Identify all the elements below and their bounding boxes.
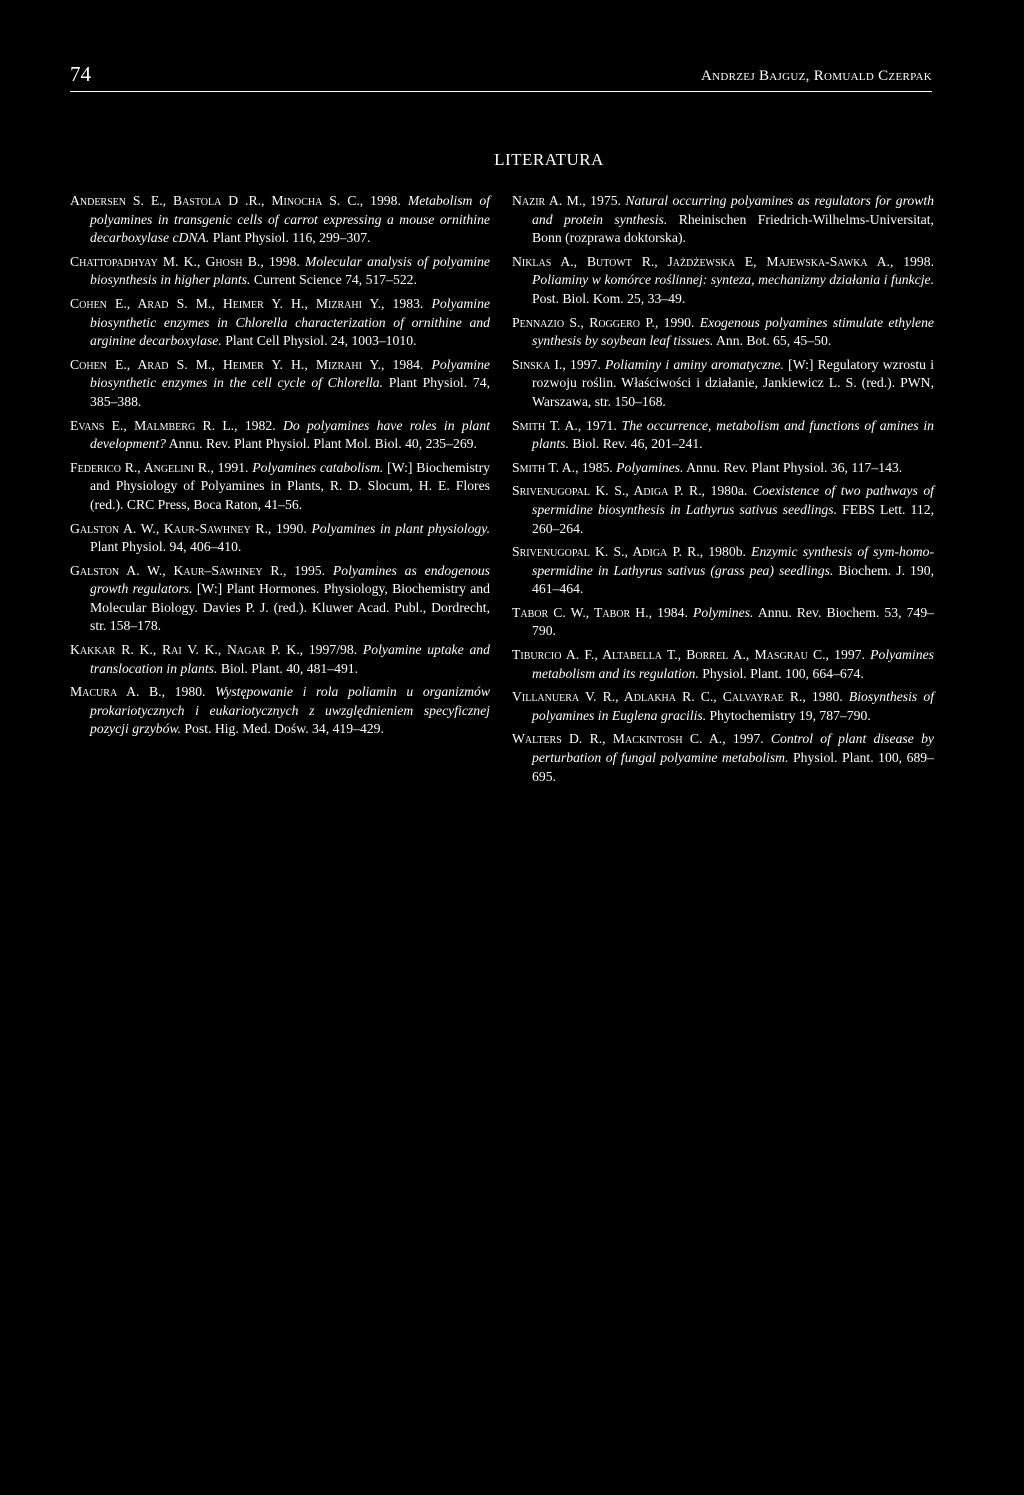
reference-title: Polyamines metabolism and its regulation. (532, 647, 934, 681)
reference-authors: Srivenugopal K. S., Adiga P. R. (512, 483, 702, 499)
reference-authors: Kakkar R. K., Rai V. K., Nagar P. K. (70, 642, 300, 658)
reference-source: Plant Physiol. 116, 299–307. (209, 230, 371, 246)
reference-authors: Villanuera V. R., Adlakha R. C., Calvayrae R. (512, 689, 803, 705)
reference-year: , 1982. (234, 417, 283, 433)
reference-title: The occurrence, metabolism and functions of amines in plants. (532, 417, 935, 452)
reference-source: Current Science 74, 517–522. (250, 272, 417, 288)
reference-source: Physiol. Plant. 100, 664–674. (698, 665, 864, 681)
reference-year: , 1998. (889, 253, 934, 269)
reference-year: , 1985. (575, 459, 617, 475)
reference-source: Ann. Bot. 65, 45–50. (713, 333, 832, 349)
reference-entry (512, 543, 934, 599)
reference-year: , 1980b. (699, 544, 752, 560)
reference-source: Plant Cell Physiol. 24, 1003–1010. (221, 333, 417, 349)
reference-title: Polyamines. (616, 459, 684, 475)
reference-title: Natural occurring polyamines as regulators for growth and protein synthesis. (532, 193, 935, 227)
reference-authors: Macura A. B. (70, 684, 162, 700)
reference-title: Metabolism of polyamines in transgenic cells of carrot expressing a mouse ornithine decarboxylase cDNA. (90, 193, 490, 246)
reference-source: [W:] Plant Hormones. Physiology, Biochemistry and Molecular Biology. Davies P. J. (red.). Kluwer Acad. Publ., Dordrecht, str. 158–178. (90, 581, 490, 634)
reference-authors: Galston A. W., Kaur-Sawhney R. (70, 520, 268, 536)
reference-entry (70, 459, 490, 515)
reference-authors: Smith T. A. (512, 417, 578, 433)
reference-title: Poliaminy i aminy aromatyczne. (604, 356, 784, 372)
reference-authors: Galston A. W., Kaur–Sawhney R. (70, 562, 283, 578)
reference-authors: Federico R., Angelini R. (70, 459, 211, 475)
reference-title: Exogenous polyamines stimulate ethylene synthesis by soybean leaf tissues. (532, 314, 935, 349)
reference-authors: Tiburcio A. F., Altabella T., Borrel A., Masgrau C. (512, 647, 826, 663)
reference-source: Plant Physiol. 94, 406–410. (90, 539, 242, 555)
reference-title: Enzymic synthesis of sym-homo-spermidine in Lathyrus sativus (grass pea) seedlings. (532, 544, 935, 578)
reference-title: Polyamines as endogenous growth regulators. (90, 562, 491, 597)
reference-authors: Chattopadhyay M. K., Ghosh B. (70, 253, 261, 269)
reference-source: Post. Hig. Med. Dośw. 34, 419–429. (181, 721, 384, 737)
reference-source: [W:] Regulatory wzrostu i rozwoju roślin. Właściwości i działanie, Jankiewicz L. S. (red.). PWN, Warszawa, str. 150–168. (532, 356, 935, 409)
reference-title: Poliaminy w komórce roślinnej: synteza, mechanizmy działania i funkcje. (532, 272, 934, 288)
reference-authors: Cohen E., Arad S. M., Heimer Y. H., Mizrahi Y. (70, 356, 382, 372)
references-right-column (512, 192, 934, 791)
reference-entry (512, 604, 934, 641)
reference-year: , 1998. (359, 193, 408, 208)
reference-authors: Nazir A. M. (512, 193, 583, 208)
reference-entry (512, 688, 934, 725)
running-title: Andrzej Bajguz, Romuald Czerpak (701, 68, 932, 84)
section-title: LITERATURA (494, 150, 604, 169)
reference-year: , 1997. (562, 356, 605, 372)
reference-title: Polyamine biosynthetic enzymes in the cell cycle of Chlorella. (90, 356, 490, 391)
reference-entry (512, 482, 934, 538)
reference-year: , 1980. (161, 684, 216, 700)
reference-entry (512, 356, 934, 412)
reference-title: Polyamines catabolism. (252, 459, 384, 475)
reference-year: , 1990. (654, 314, 700, 330)
reference-source: Post. Biol. Kom. 25, 33–49. (532, 290, 686, 306)
reference-title: Do polyamines have roles in plant development? (90, 417, 491, 452)
reference-entry (70, 253, 490, 290)
reference-year: , 1997/98. (299, 642, 363, 658)
reference-title: Molecular analysis of polyamine biosynthesis in higher plants. (90, 253, 491, 288)
reference-source: Annu. Rev. Biochem. 53, 749–790. (532, 604, 935, 639)
reference-year: , 1984. (648, 604, 694, 620)
reference-entry (512, 253, 934, 309)
reference-title: Biosynthesis of polyamines in Euglena gracilis. (532, 689, 934, 723)
reference-year: , 1975. (582, 193, 626, 208)
reference-source: Annu. Rev. Plant Physiol. 36, 117–143. (683, 459, 903, 475)
reference-entry (512, 314, 934, 351)
reference-authors: Sinska I. (512, 356, 563, 372)
reference-entry (70, 562, 490, 636)
reference-source: FEBS Lett. 112, 260–264. (532, 501, 935, 536)
header-rule (70, 91, 932, 92)
reference-source: Rheinischen Friedrich-Wilhelms-Universitat, Bonn (rozprawa doktorska). (532, 211, 934, 246)
reference-year: , 1971. (577, 417, 622, 433)
reference-year: , 1995. (282, 562, 333, 578)
reference-year: , 1980. (802, 689, 849, 705)
reference-authors: Smith T. A. (512, 459, 576, 475)
reference-entry (512, 730, 934, 786)
reference-entry (70, 356, 490, 412)
page-number: 74 (70, 62, 91, 86)
reference-authors: Andersen S. E., Bastola D .R., Minocha S. C. (70, 193, 360, 208)
reference-year: , 1983. (381, 295, 432, 311)
reference-source: Biol. Plant. 40, 481–491. (217, 660, 359, 676)
reference-source: Annu. Rev. Plant Physiol. Plant Mol. Biol. 40, 235–269. (166, 436, 477, 452)
reference-title: Polyamine uptake and translocation in plants. (90, 642, 490, 676)
reference-source: Plant Physiol. 74, 385–388. (90, 375, 490, 409)
page-header (70, 62, 932, 90)
reference-title: Control of plant disease by perturbation of fungal polyamine metabolism. (532, 731, 934, 766)
reference-title: Polymines. (693, 604, 754, 620)
reference-year: , 1997. (722, 731, 771, 747)
reference-entry (512, 459, 934, 478)
reference-entry (70, 683, 490, 739)
reference-authors: Tabor C. W., Tabor H. (512, 604, 649, 620)
reference-year: , 1997. (825, 647, 871, 663)
reference-authors: Niklas A., Butowt R., Jażdżewska E, Majewska-Sawka A. (512, 253, 890, 269)
reference-entry (70, 520, 490, 557)
reference-authors: Walters D. R., Mackintosh C. A. (512, 731, 723, 747)
reference-source: Biol. Rev. 46, 201–241. (568, 436, 703, 452)
reference-year: , 1991. (210, 459, 253, 475)
reference-entry (70, 417, 490, 454)
reference-authors: Pennazio S., Roggero P. (512, 314, 655, 330)
reference-entry (512, 417, 934, 454)
reference-entry (512, 646, 934, 683)
reference-authors: Evans E., Malmberg R. L. (70, 417, 235, 433)
reference-source: Phytochemistry 19, 787–790. (706, 707, 871, 723)
reference-title: Polyamines in plant physiology. (311, 520, 490, 536)
references-left-column (70, 192, 490, 744)
reference-title: Polyamine biosynthetic enzymes in Chlorella characterization of ornithine and arginine decarboxylase. (90, 295, 490, 349)
reference-entry (512, 192, 934, 248)
reference-source: Physiol. Plant. 100, 689–695. (532, 750, 934, 784)
reference-year: , 1984. (381, 356, 432, 372)
reference-source: Biochem. J. 190, 461–464. (532, 562, 934, 597)
reference-year: , 1980a. (701, 483, 753, 499)
reference-entry (70, 192, 490, 248)
reference-entry (70, 295, 490, 351)
reference-entry (70, 641, 490, 678)
reference-year: , 1998. (260, 253, 305, 269)
reference-authors: Cohen E., Arad S. M., Heimer Y. H., Mizrahi Y. (70, 295, 382, 311)
reference-title: Coexistence of two pathways of spermidine biosynthesis in Lathyrus sativus seedlings. (532, 483, 934, 517)
reference-authors: Srivenugopal K. S., Adiga P. R. (512, 544, 700, 560)
reference-source: [W:] Biochemistry and Physiology of Polyamines in Plants, R. D. Slocum, H. E. Flores (red.). CRC Press, Boca Raton, 41–56. (90, 459, 490, 512)
reference-title: Występowanie i rola poliamin u organizmów prokariotycznych i eukariotycznych z uwzględnieniem specyficznej pozycji grzybów. (90, 684, 490, 737)
reference-year: , 1990. (267, 520, 312, 536)
